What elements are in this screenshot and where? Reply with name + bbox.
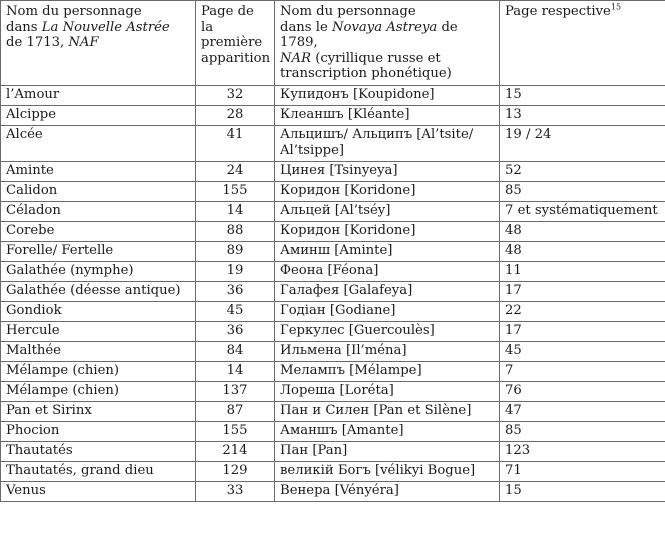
cell-french-name: Malthée bbox=[1, 341, 196, 361]
cell-first-page: 36 bbox=[196, 321, 275, 341]
cell-russian-name: Феона [Féona] bbox=[275, 261, 500, 281]
cell-russian-name: Цинея [Tsinyeya] bbox=[275, 161, 500, 181]
cell-russian-name: великій Богъ [vélikyi Bogue] bbox=[275, 461, 500, 481]
cell-french-name: Corebe bbox=[1, 221, 196, 241]
cell-respective-page: 48 bbox=[500, 241, 665, 261]
table-row bbox=[1, 85, 665, 105]
cell-respective-page: 19 / 24 bbox=[500, 125, 665, 161]
cell-russian-name: Мелампъ [Mélampe] bbox=[275, 361, 500, 381]
cell-russian-name: Геркулес [Guercoulès] bbox=[275, 321, 500, 341]
cell-french-name: Mélampe (chien) bbox=[1, 381, 196, 401]
cell-first-page: 36 bbox=[196, 281, 275, 301]
cell-first-page: 14 bbox=[196, 361, 275, 381]
cell-russian-name: Венера [Vényéra] bbox=[275, 481, 500, 501]
cell-french-name: Céladon bbox=[1, 201, 196, 221]
cell-respective-page: 45 bbox=[500, 341, 665, 361]
header-first-appearance-page: Page de la première apparition bbox=[196, 1, 275, 86]
cell-respective-page: 123 bbox=[500, 441, 665, 461]
table-row bbox=[1, 105, 665, 125]
cell-french-name: Gondiok bbox=[1, 301, 196, 321]
table-row bbox=[1, 125, 665, 161]
cell-russian-name: Альцей [Al’tséy] bbox=[275, 201, 500, 221]
table-row bbox=[1, 421, 665, 441]
table-header-row bbox=[1, 1, 665, 86]
table-row bbox=[1, 361, 665, 381]
table-row bbox=[1, 381, 665, 401]
cell-first-page: 14 bbox=[196, 201, 275, 221]
table-row bbox=[1, 281, 665, 301]
cell-french-name: Mélampe (chien) bbox=[1, 361, 196, 381]
cell-respective-page: 85 bbox=[500, 421, 665, 441]
cell-first-page: 41 bbox=[196, 125, 275, 161]
cell-respective-page: 7 et systématiquement bbox=[500, 201, 665, 221]
cell-french-name: Calidon bbox=[1, 181, 196, 201]
cell-french-name: Phocion bbox=[1, 421, 196, 441]
cell-respective-page: 13 bbox=[500, 105, 665, 125]
cell-french-name: Thautatés bbox=[1, 441, 196, 461]
cell-russian-name: Галафея [Galafeya] bbox=[275, 281, 500, 301]
cell-russian-name: Пан и Силен [Pan et Silène] bbox=[275, 401, 500, 421]
cell-first-page: 214 bbox=[196, 441, 275, 461]
cell-first-page: 88 bbox=[196, 221, 275, 241]
cell-russian-name: Коридон [Koridone] bbox=[275, 181, 500, 201]
cell-first-page: 155 bbox=[196, 421, 275, 441]
cell-french-name: Alcippe bbox=[1, 105, 196, 125]
table-row bbox=[1, 461, 665, 481]
cell-respective-page: 48 bbox=[500, 221, 665, 241]
cell-respective-page: 71 bbox=[500, 461, 665, 481]
table-row bbox=[1, 161, 665, 181]
header-russian-name: Nom du personnage dans le Novaya Astreya de 1789, NAR (cyrillique russe et transcription phonétique) bbox=[275, 1, 500, 86]
cell-first-page: 45 bbox=[196, 301, 275, 321]
table-row bbox=[1, 321, 665, 341]
cell-first-page: 28 bbox=[196, 105, 275, 125]
cell-french-name: Alcée bbox=[1, 125, 196, 161]
cell-first-page: 137 bbox=[196, 381, 275, 401]
header-french-name: Nom du personnage dans La Nouvelle Astrée de 1713, NAF bbox=[1, 1, 196, 86]
cell-respective-page: 17 bbox=[500, 281, 665, 301]
cell-russian-name: Ильмена [Il’ména] bbox=[275, 341, 500, 361]
table-row bbox=[1, 301, 665, 321]
cell-russian-name: Годіан [Godiane] bbox=[275, 301, 500, 321]
cell-first-page: 32 bbox=[196, 85, 275, 105]
cell-first-page: 19 bbox=[196, 261, 275, 281]
cell-french-name: Thautatés, grand dieu bbox=[1, 461, 196, 481]
cell-russian-name: Клеаншъ [Kléante] bbox=[275, 105, 500, 125]
table-row bbox=[1, 261, 665, 281]
cell-russian-name: Купидонъ [Koupidone] bbox=[275, 85, 500, 105]
cell-respective-page: 76 bbox=[500, 381, 665, 401]
cell-respective-page: 7 bbox=[500, 361, 665, 381]
cell-french-name: Pan et Sirinx bbox=[1, 401, 196, 421]
cell-french-name: Aminte bbox=[1, 161, 196, 181]
cell-respective-page: 11 bbox=[500, 261, 665, 281]
cell-french-name: Hercule bbox=[1, 321, 196, 341]
cell-first-page: 89 bbox=[196, 241, 275, 261]
cell-respective-page: 47 bbox=[500, 401, 665, 421]
cell-french-name: Forelle/ Fertelle bbox=[1, 241, 196, 261]
table-row bbox=[1, 241, 665, 261]
cell-respective-page: 52 bbox=[500, 161, 665, 181]
table-row bbox=[1, 221, 665, 241]
cell-russian-name: Пан [Pan] bbox=[275, 441, 500, 461]
cell-respective-page: 85 bbox=[500, 181, 665, 201]
cell-respective-page: 15 bbox=[500, 481, 665, 501]
table-row bbox=[1, 441, 665, 461]
cell-french-name: Venus bbox=[1, 481, 196, 501]
table-row bbox=[1, 481, 665, 501]
cell-russian-name: Аманшъ [Amante] bbox=[275, 421, 500, 441]
cell-russian-name: Аминш [Aminte] bbox=[275, 241, 500, 261]
cell-first-page: 87 bbox=[196, 401, 275, 421]
cell-french-name: Galathée (déesse antique) bbox=[1, 281, 196, 301]
cell-first-page: 155 bbox=[196, 181, 275, 201]
cell-french-name: l’Amour bbox=[1, 85, 196, 105]
cell-russian-name: Альцишъ/ Альципъ [Al’tsite/ Al’tsippe] bbox=[275, 125, 500, 161]
header-respective-page: Page respective$^{15}$ bbox=[500, 1, 665, 86]
cell-french-name: Galathée (nymphe) bbox=[1, 261, 196, 281]
table-row bbox=[1, 181, 665, 201]
cell-first-page: 24 bbox=[196, 161, 275, 181]
cell-first-page: 129 bbox=[196, 461, 275, 481]
table-row bbox=[1, 401, 665, 421]
cell-first-page: 84 bbox=[196, 341, 275, 361]
cell-russian-name: Коридон [Koridone] bbox=[275, 221, 500, 241]
cell-respective-page: 15 bbox=[500, 85, 665, 105]
footnote-marker: 15 bbox=[610, 2, 622, 12]
cell-respective-page: 17 bbox=[500, 321, 665, 341]
cell-russian-name: Лореша [Loréta] bbox=[275, 381, 500, 401]
cell-respective-page: 22 bbox=[500, 301, 665, 321]
table-row bbox=[1, 341, 665, 361]
table-row bbox=[1, 201, 665, 221]
table-body bbox=[1, 85, 665, 501]
cell-first-page: 33 bbox=[196, 481, 275, 501]
